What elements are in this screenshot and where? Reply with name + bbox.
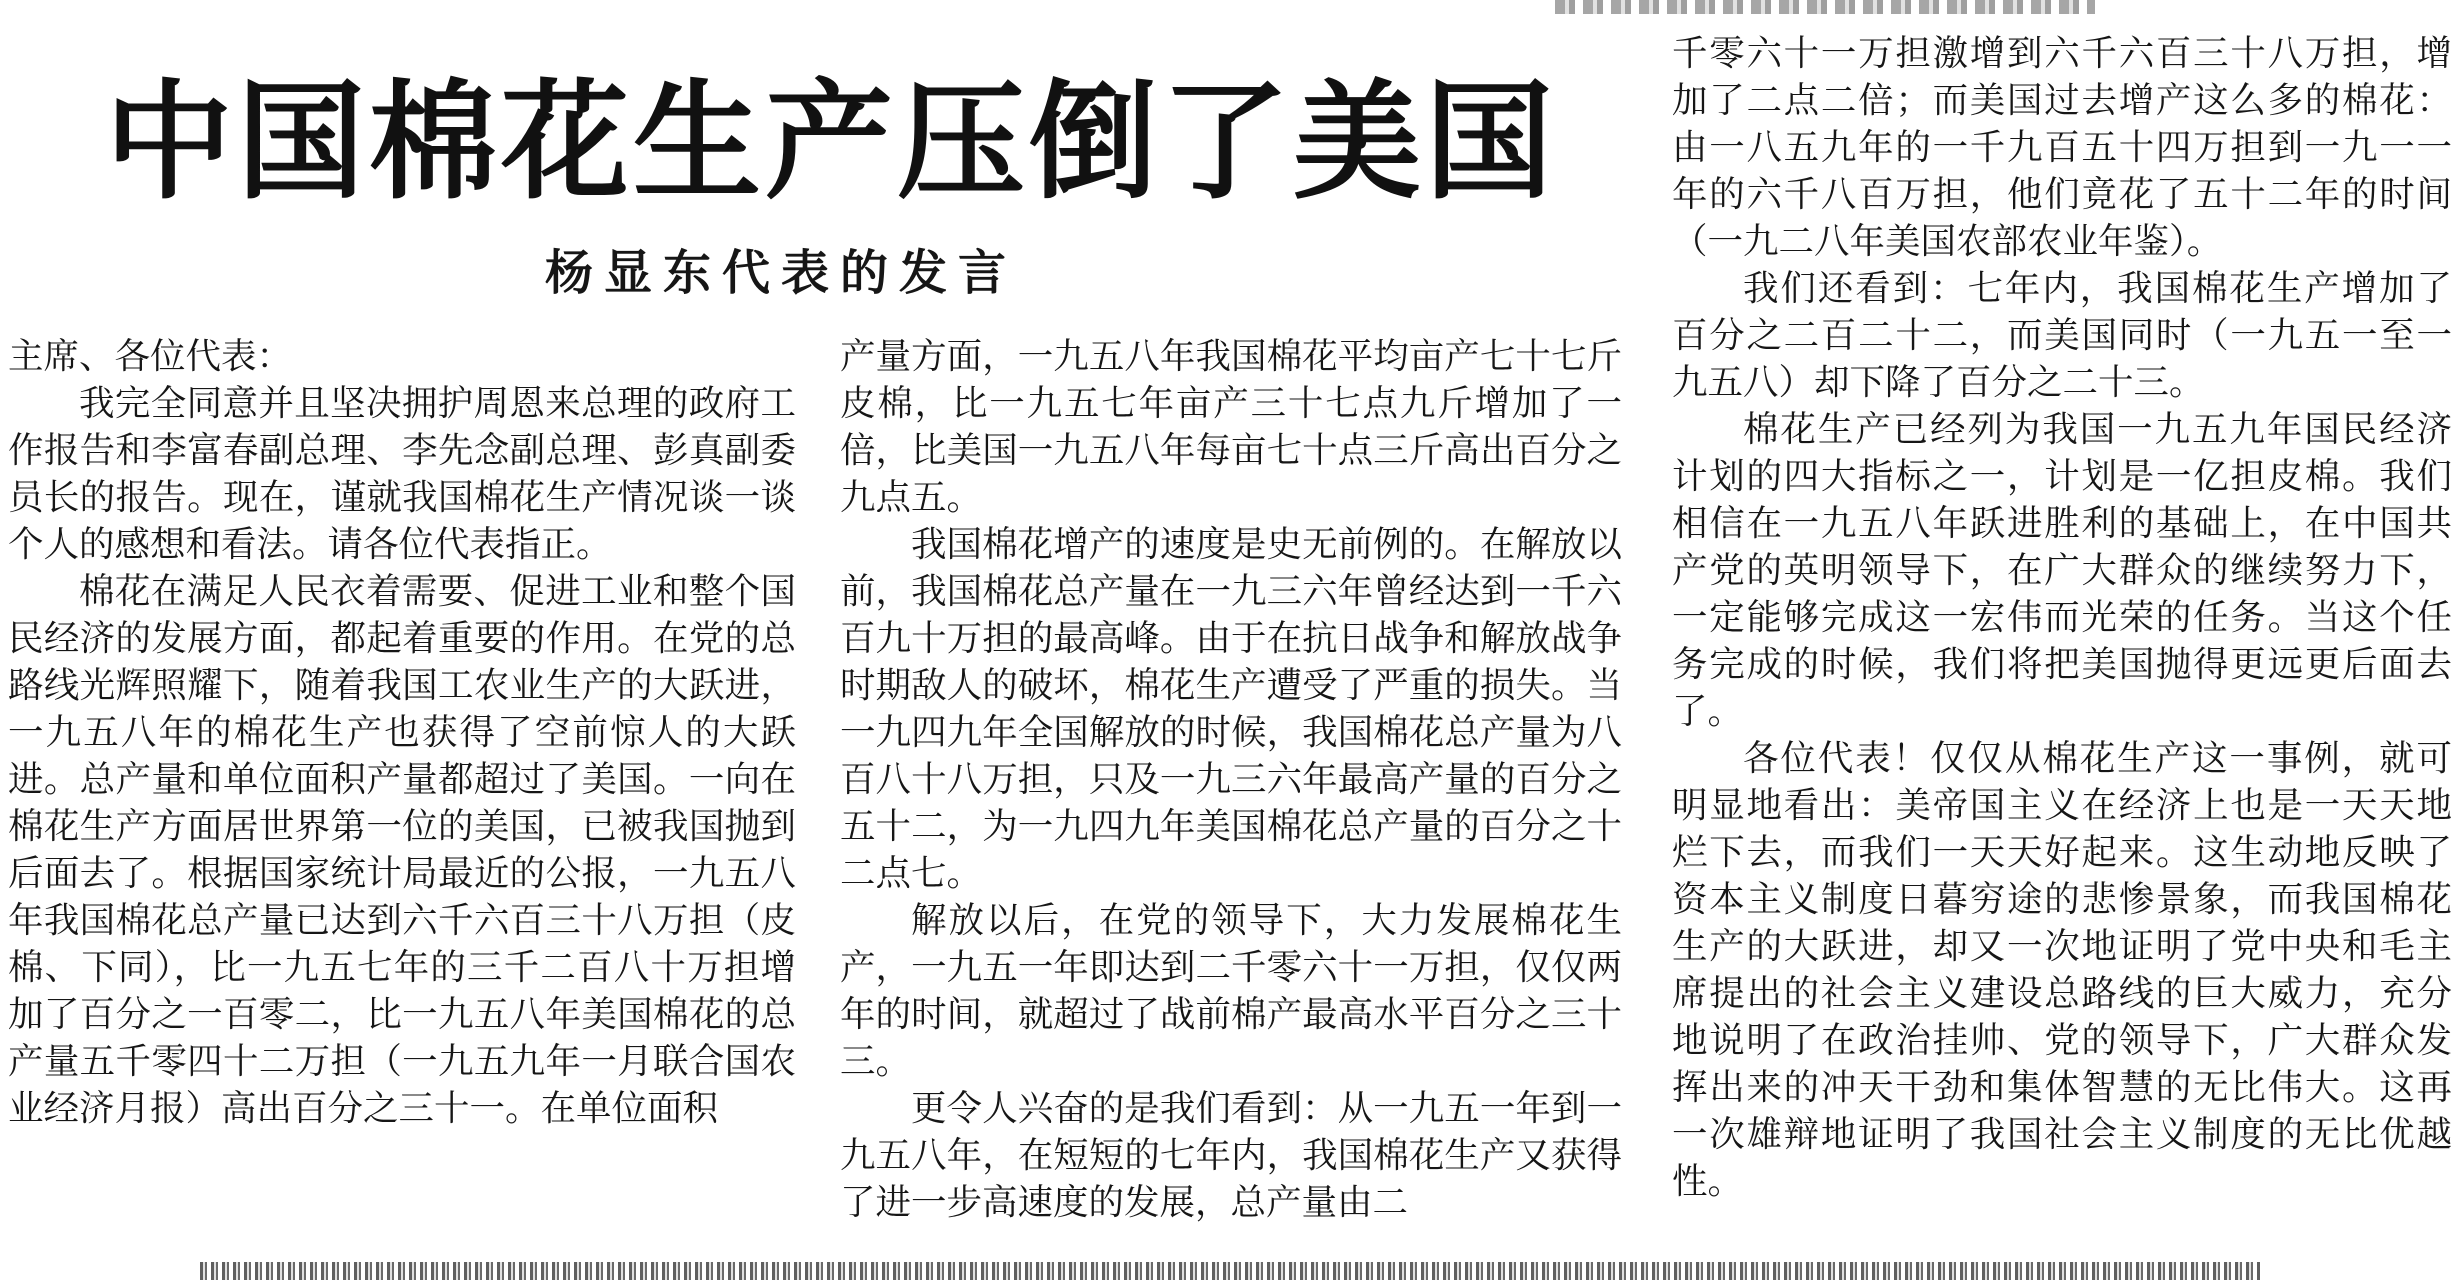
headline: 中国棉花生产压倒了美国 xyxy=(105,68,1558,217)
paragraph: 千零六十一万担激增到六千六百三十八万担，增加了二点二倍；而美国过去增产这么多的棉花：由一八五九年的一千九百五十四万担到一九一一年的六千八百万担，他们竟花了五十二年的时间（一九二八年美国农部农业年鉴）。 xyxy=(1672,33,2452,262)
paragraph: 主席、各位代表： xyxy=(8,336,293,377)
cropped-ink-strip-bottom xyxy=(200,1262,2260,1280)
article-column-3 xyxy=(1672,30,2452,1205)
article-column-1 xyxy=(8,333,796,1132)
paragraph: 各位代表！仅仅从棉花生产这一事例，就可明显地看出：美帝国主义在经济上也是一天天地烂下去，而我们一天天好起来。这生动地反映了资本主义制度日暮穷途的悲惨景象，而我国棉花生产的大跃进，却又一次地证明了党中央和毛主席提出的社会主义建设总路线的巨大威力，充分地说明了在政治挂帅、党的领导下，广大群众发挥出来的冲天干劲和集体智慧的无比伟大。这再一次雄辩地证明了我国社会主义制度的无比优越性。 xyxy=(1672,738,2452,1202)
paragraph: 产量方面，一九五八年我国棉花平均亩产七十七斤皮棉，比一九五七年亩产三十七点九斤增加了一倍，比美国一九五八年每亩七十点三斤高出百分之九点五。 xyxy=(840,336,1622,518)
cropped-ink-strip xyxy=(1555,0,2095,14)
article-column-2 xyxy=(840,333,1622,1226)
paragraph: 我国棉花增产的速度是史无前例的。在解放以前，我国棉花总产量在一九三六年曾经达到一千六百九十万担的最高峰。由于在抗日战争和解放战争时期敌人的破坏，棉花生产遭受了严重的损失。当一九四九年全国解放的时候，我国棉花总产量为八百八十八万担，只及一九三六年最高产量的百分之五十二，为一九四九年美国棉花总产量的百分之十二点七。 xyxy=(840,524,1622,894)
paragraph: 我完全同意并且坚决拥护周恩来总理的政府工作报告和李富春副总理、李先念副总理、彭真副委员长的报告。现在，谨就我国棉花生产情况谈一谈个人的感想和看法。请各位代表指正。 xyxy=(8,383,796,565)
paragraph: 我们还看到：七年内，我国棉花生产增加了百分之二百二十二，而美国同时（一九五一至一九五八）却下降了百分之二十三。 xyxy=(1672,268,2452,403)
subhead: 杨显东代表的发言 xyxy=(545,245,1018,301)
paragraph: 解放以后，在党的领导下，大力发展棉花生产，一九五一年即达到二千零六十一万担，仅仅两年的时间，就超过了战前棉产最高水平百分之三十三。 xyxy=(840,900,1622,1082)
paragraph: 更令人兴奋的是我们看到：从一九五一年到一九五八年，在短短的七年内，我国棉花生产又获得了进一步高速度的发展，总产量由二 xyxy=(840,1088,1622,1223)
paragraph: 棉花在满足人民衣着需要、促进工业和整个国民经济的发展方面，都起着重要的作用。在党的总路线光辉照耀下，随着我国工农业生产的大跃进，一九五八年的棉花生产也获得了空前惊人的大跃进。总产量和单位面积产量都超过了美国。一向在棉花生产方面居世界第一位的美国，已被我国抛到后面去了。根据国家统计局最近的公报，一九五八年我国棉花总产量已达到六千六百三十八万担（皮棉、下同），比一九五七年的三千二百八十万担增加了百分之一百零二，比一九五八年美国棉花的总产量五千零四十二万担（一九五九年一月联合国农业经济月报）高出百分之三十一。在单位面积 xyxy=(8,571,796,1129)
paragraph: 棉花生产已经列为我国一九五九年国民经济计划的四大指标之一，计划是一亿担皮棉。我们相信在一九五八年跃进胜利的基础上，在中国共产党的英明领导下，在广大群众的继续努力下，一定能够完成这一宏伟而光荣的任务。当这个任务完成的时候，我们将把美国抛得更远更后面去了。 xyxy=(1672,409,2452,732)
